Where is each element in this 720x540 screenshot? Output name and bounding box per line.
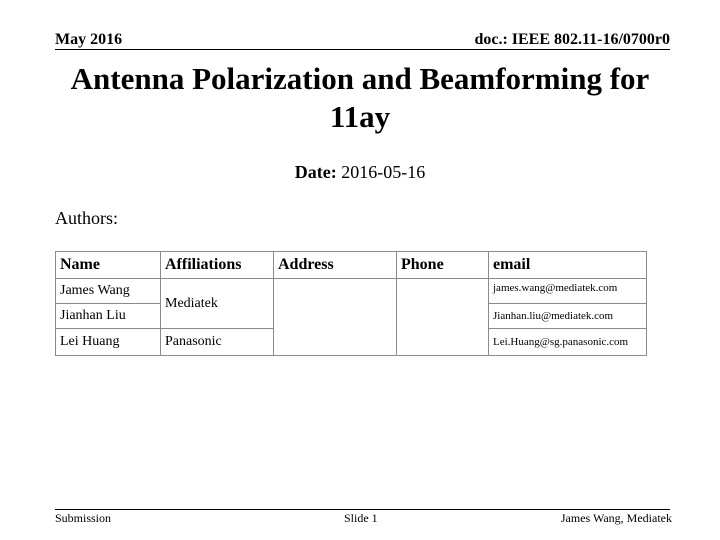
- table-header-row: [56, 252, 647, 279]
- header-divider: [55, 49, 670, 50]
- footer-author: James Wang, Mediatek: [560, 511, 672, 525]
- author-email: Lei.Huang@sg.panasonic.com: [489, 329, 647, 356]
- date-label: Date:: [294, 162, 337, 182]
- header-date: May 2016: [55, 31, 123, 48]
- column-header-name: Name: [56, 252, 161, 279]
- footer-submission: Submission: [55, 511, 112, 525]
- column-header-affiliations: Affiliations: [161, 252, 274, 279]
- author-affiliation: Mediatek: [161, 279, 274, 329]
- slide-title: Antenna Polarization and Beamforming for 11ay: [70, 61, 650, 134]
- author-phone: [397, 279, 489, 356]
- author-email: Jianhan.liu@mediatek.com: [489, 304, 647, 329]
- authors-label: Authors:: [55, 208, 118, 228]
- column-header-phone: Phone: [397, 252, 489, 279]
- authors-table: [55, 251, 647, 356]
- author-affiliation: Panasonic: [161, 329, 274, 356]
- date-value: 2016-05-16: [341, 162, 426, 182]
- author-address: [274, 279, 397, 356]
- table-row: [56, 279, 647, 304]
- footer-slide-number: Slide 1: [344, 511, 378, 525]
- author-email: james.wang@mediatek.com: [489, 279, 647, 304]
- header-doc-id: doc.: IEEE 802.11-16/0700r0: [474, 31, 670, 48]
- column-header-email: email: [489, 252, 647, 279]
- author-name: James Wang: [56, 279, 161, 304]
- author-name: Jianhan Liu: [56, 304, 161, 329]
- footer-divider: [55, 509, 670, 510]
- column-header-address: Address: [274, 252, 397, 279]
- date-line: [0, 162, 720, 183]
- author-name: Lei Huang: [56, 329, 161, 356]
